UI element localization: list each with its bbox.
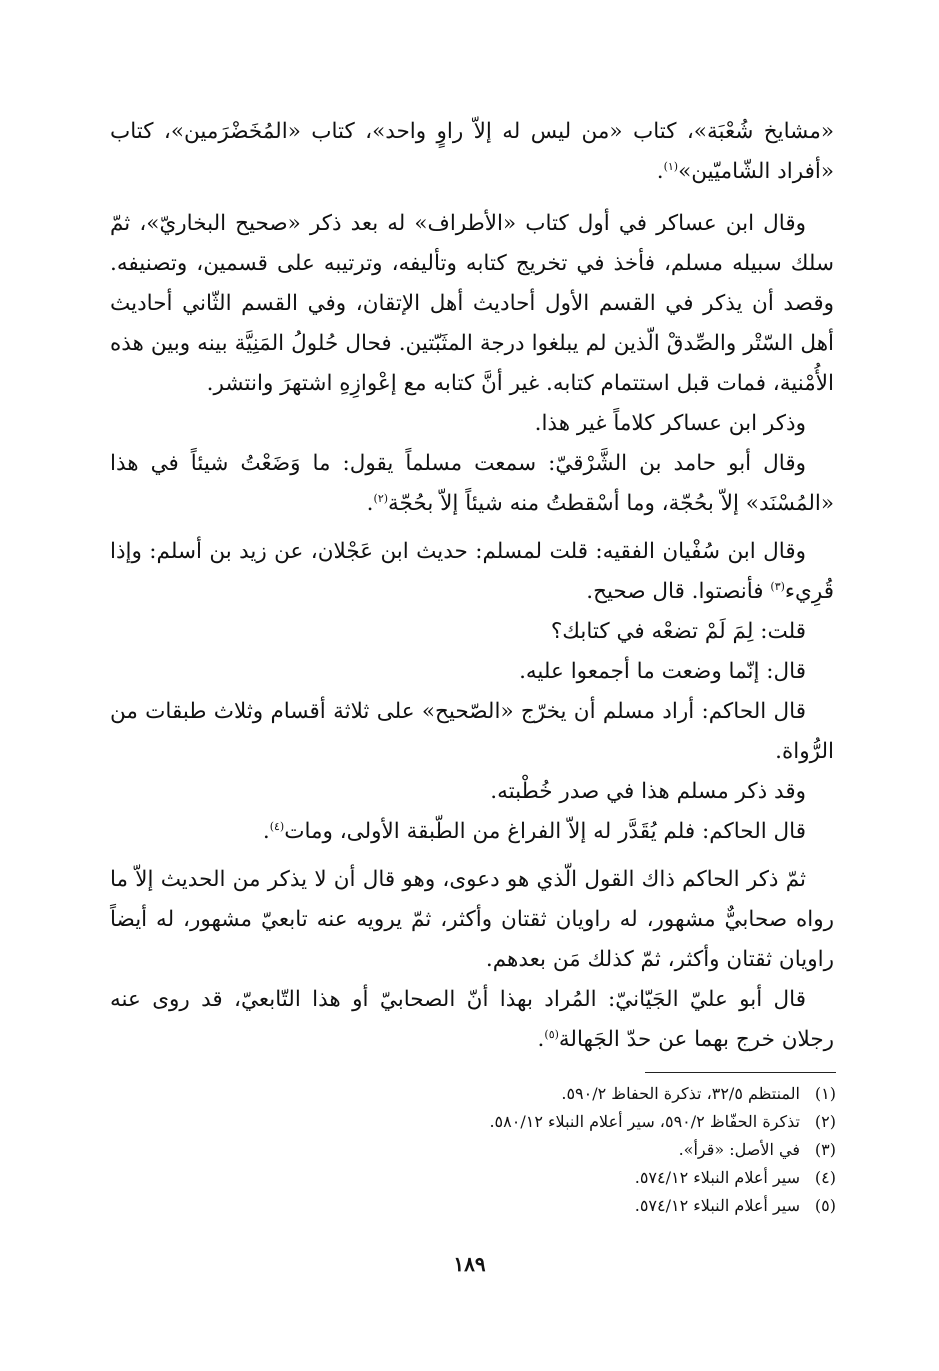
paragraph-8: قال الحاكم: أراد مسلم أن يخرّج «الصّحيح» على ثلاثة أقسام وثلاث طبقات من الرُّواة. xyxy=(110,699,834,764)
footnote-text: سير أعلام النبلاء ٥٧٤/١٢. xyxy=(634,1168,800,1187)
footnote-text: في الأصل: «قرأ». xyxy=(678,1140,800,1159)
footnote-text: سير أعلام النبلاء ٥٧٤/١٢. xyxy=(634,1196,800,1215)
footnote-ref-2[interactable]: (٢) xyxy=(373,491,389,505)
paragraph-10: قال الحاكم: فلم يُقَدَّر له إلاّ الفراغ من الطّبقة الأولى، ومات$^{(٤)}$. xyxy=(262,819,806,844)
footnote-number: (٣) xyxy=(814,1140,836,1159)
footnote-item xyxy=(360,1192,836,1220)
paragraph-12: قال أبو عليّ الجَيّانيّ: المُراد بهذا أنّ الصحابيّ أو هذا التّابعيّ، قد روى عنه رجلان خرج بهما عن حدّ الجَهالة$^{(٥)}$. xyxy=(110,987,834,1052)
footnote-number: (٥) xyxy=(814,1196,836,1215)
paragraph-2: وقال ابن عساكر في أول كتاب «الأطراف» له بعد ذكر «صحيح البخاريّ»، ثمّ سلك سبيله مسلم، فأخذ في تخريج كتابه وتأليفه، وترتيبه على قسمين، وتصنيفه. وقصد أن يذكر في القسم الأول أحاديث أهل الإتقان، وفي القسم الثّاني أحاديث أهل السّتْر والصِّدقْ الّذين لم يبلغوا درجة المثَبّتين. فحال حُلولُ المَنِيَّة بينه وبين هذه الأُمْنية، فمات قبل استتمام كتابه. غير أنَّ كتابه مع إعْوازِهِ اشتهرَ وانتشر. xyxy=(110,211,834,396)
footnote-divider xyxy=(645,1072,836,1073)
footnotes-list xyxy=(360,1080,836,1220)
paragraph-3: وذكر ابن عساكر كلاماً غير هذا. xyxy=(534,411,806,436)
footnote-ref-3[interactable]: (٣) xyxy=(770,579,785,593)
footnote-item xyxy=(360,1080,836,1108)
footnote-number: (١) xyxy=(814,1084,836,1103)
footnote-ref-5[interactable]: (٥) xyxy=(544,1027,559,1041)
footnote-text: تذكرة الحفّاظ ٥٩٠/٢، سير أعلام النبلاء ٥٨٠/١٢. xyxy=(489,1112,800,1131)
paragraph-9: وقد ذكر مسلم هذا في صدر خُطْبته. xyxy=(490,779,806,804)
footnote-item xyxy=(360,1108,836,1136)
footnote-item xyxy=(360,1164,836,1192)
paragraph-11: ثمّ ذكر الحاكم ذاك القول الّذي هو دعوى، وهو قال أن لا يذكر من الحديث إلاّ ما رواه صحابيٌّ مشهور، له راويان ثقتان وأكثر، ثمّ يرويه عنه تابعيّ مشهور، له أيضاً راويان ثقتان وأكثر، ثمّ كذلك مَن بعدهم. xyxy=(110,867,834,972)
main-text xyxy=(110,112,834,1060)
footnote-text: المنتظم ٣٢/٥، تذكرة الحفاظ ٥٩٠/٢. xyxy=(561,1084,800,1103)
page-number: ١٨٩ xyxy=(453,1252,486,1276)
footnote-number: (٤) xyxy=(814,1168,836,1187)
paragraph-1: «مشايخ شُعْبَة»، كتاب «من ليس له إلاّ راوٍ واحد»، كتاب «المُخَضْرَمين»، كتاب «أفراد الشّاميّين»$^{(١)}$. xyxy=(110,119,834,184)
footnote-item xyxy=(360,1136,836,1164)
paragraph-4: وقال أبو حامد بن الشَّرْقيّ: سمعت مسلماً يقول: ما وَضَعْتُ شيئاً في هذا «المُسْنَد» إلاّ بحُجّة، وما أسْقطتُ منه شيئاً إلاّ بحُجّة$^{(٢)}$. xyxy=(110,451,834,516)
paragraph-6: قلت: لِمَ لَمْ تضعْه في كتابك؟ xyxy=(550,619,806,644)
footnote-ref-4[interactable]: (٤) xyxy=(269,819,285,833)
footnote-ref-1[interactable]: (١) xyxy=(663,159,679,173)
footnote-number: (٢) xyxy=(814,1112,836,1131)
paragraph-5: وقال ابن سُفْيان الفقيه: قلت لمسلم: حديث ابن عَجْلان، عن زيد بن أسلم: وإذا قُرِيء$^{(٣)}$ فأنصتوا. قال صحيح. xyxy=(110,539,834,604)
paragraph-7: قال: إنّما وضعت ما أجمعوا عليه. xyxy=(519,659,806,684)
